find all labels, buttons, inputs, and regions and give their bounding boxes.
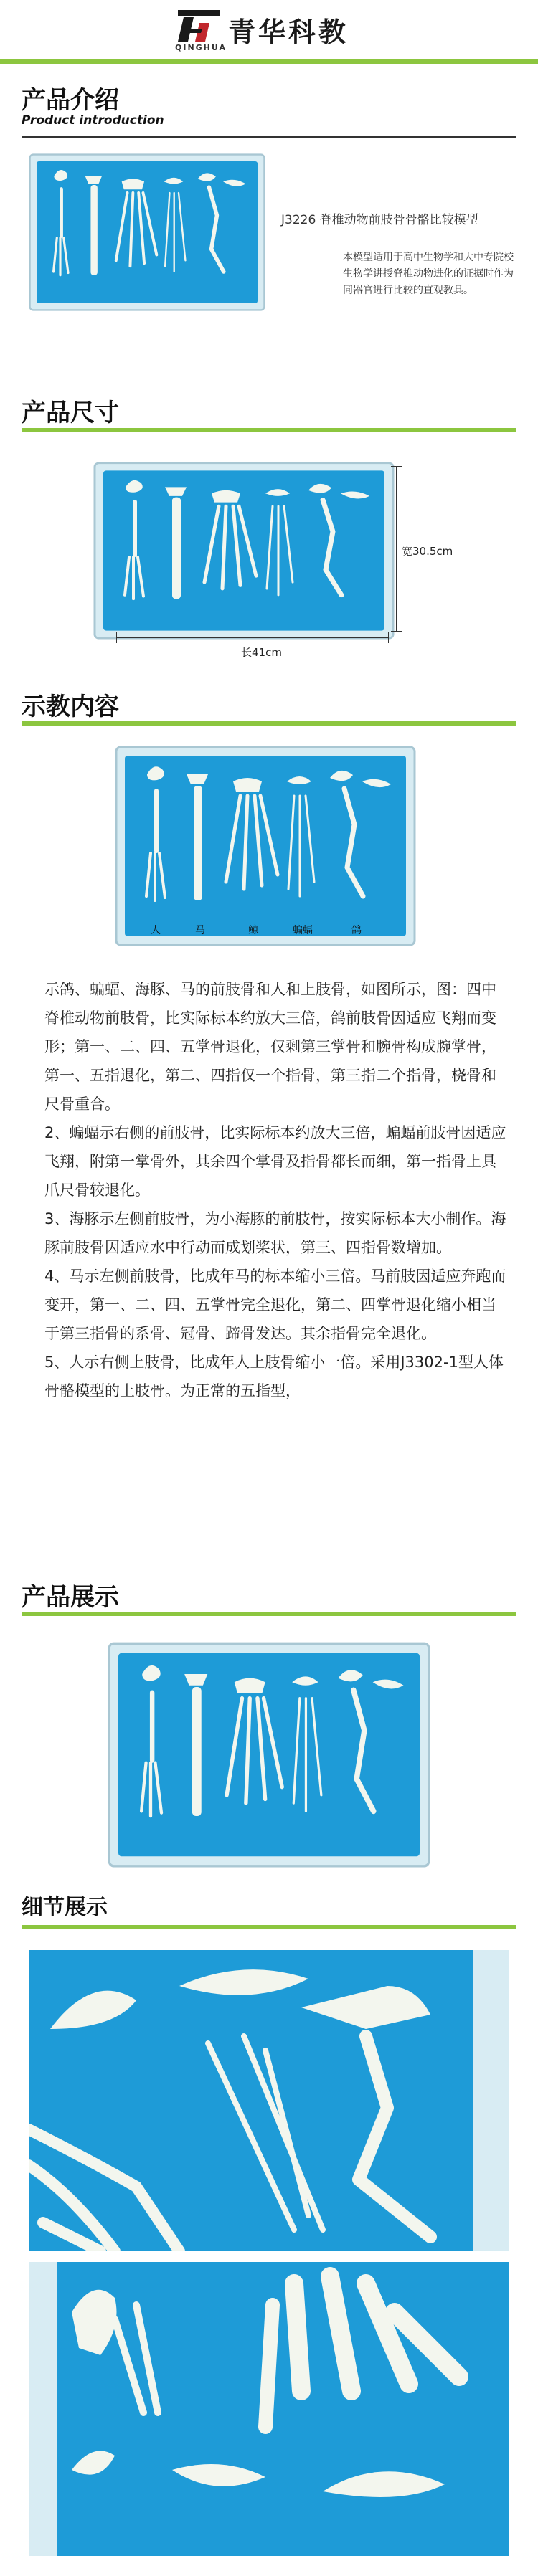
display-photo xyxy=(108,1642,430,1868)
brand-name: 青华科教 xyxy=(228,16,349,48)
brand-logo-icon xyxy=(178,10,220,43)
content-title: 示教内容 xyxy=(22,693,119,721)
content-photo xyxy=(115,746,416,957)
content-paragraph-4: 4、马示左侧前肢骨，比成年马的标本缩小三倍。马前肢因适应奔跑而变开，第一、二、四、五掌骨完全退化，第二、四掌骨退化缩小相当于第三指骨的系骨、冠骨、蹄骨发达。其余指骨完全退化。 xyxy=(44,1268,506,1342)
label-horse: 马 xyxy=(195,925,205,936)
details-rule xyxy=(22,1925,516,1929)
length-dimension-line xyxy=(116,637,389,638)
content-paragraph-1: 示鸽、蝙蝠、海豚、马的前肢骨和人和上肢骨，如图所示，图：四中脊椎动物前肢骨，比实际标本约放大三倍，鸽前肢骨因适应飞翔而变形；第一、二、四、五掌骨退化，仅剩第三掌骨和腕骨构成腕掌骨，第一、五指退化，第二、四指仅一个指骨，第三指二个指骨，桡骨和尺骨重合。 xyxy=(44,981,496,1113)
length-cap-right xyxy=(388,632,389,643)
intro-title: 产品介绍 xyxy=(22,86,119,115)
size-photo xyxy=(93,462,395,640)
size-title: 产品尺寸 xyxy=(22,399,119,427)
header-accent-rule xyxy=(0,59,538,64)
content-rule xyxy=(22,721,516,726)
display-title: 产品展示 xyxy=(22,1583,119,1612)
detail-photo-1 xyxy=(29,1950,509,2251)
content-paragraph-5: 5、人示右侧上肢骨，比成年人上肢骨缩小一倍。采用J3302-1型人体骨骼模型的上肢骨。为正常的五指型， xyxy=(44,1354,504,1399)
details-title: 细节展示 xyxy=(22,1895,108,1920)
width-dimension-line xyxy=(396,466,397,631)
label-whale: 鲸 xyxy=(248,925,258,936)
product-photo xyxy=(29,153,265,311)
product-heading: J3226 脊椎动物前肢骨骨骼比较模型 xyxy=(281,213,478,227)
size-rule xyxy=(22,428,516,432)
label-dove: 鸽 xyxy=(351,925,362,936)
header-bar xyxy=(0,0,538,59)
content-text xyxy=(44,975,511,1405)
intro-rule xyxy=(22,136,516,138)
content-paragraph-3: 3、海豚示左侧前肢骨，为小海豚的前肢骨，按实际标本大小制作。海豚前肢骨因适应水中行动而成划桨状，第三、四指骨数增加。 xyxy=(44,1210,506,1256)
label-human: 人 xyxy=(151,925,161,936)
intro-title-en: Product introduction xyxy=(22,113,164,128)
display-rule xyxy=(22,1612,516,1616)
width-cap-bottom xyxy=(391,631,402,632)
label-bat: 蝙蝠 xyxy=(293,925,313,936)
product-description: 本模型适用于高中生物学和大中专院校生物学讲授脊椎动物进化的证据时作为同器官进行比较的直观教具。 xyxy=(343,252,514,296)
brand-name-en: QINGHUA xyxy=(175,43,227,52)
length-label: 长41cm xyxy=(241,646,282,659)
content-paragraph-2: 2、蝙蝠示右侧的前肢骨，比实际标本约放大三倍，蝙蝠前肢骨因适应飞翔，附第一掌骨外，其余四个掌骨及指骨都长而细，第一指骨上具爪尺骨较退化。 xyxy=(44,1124,506,1199)
width-cap-top xyxy=(391,466,402,467)
width-label: 宽30.5cm xyxy=(402,545,453,558)
detail-photo-2 xyxy=(29,2262,509,2556)
length-cap-left xyxy=(116,632,117,643)
